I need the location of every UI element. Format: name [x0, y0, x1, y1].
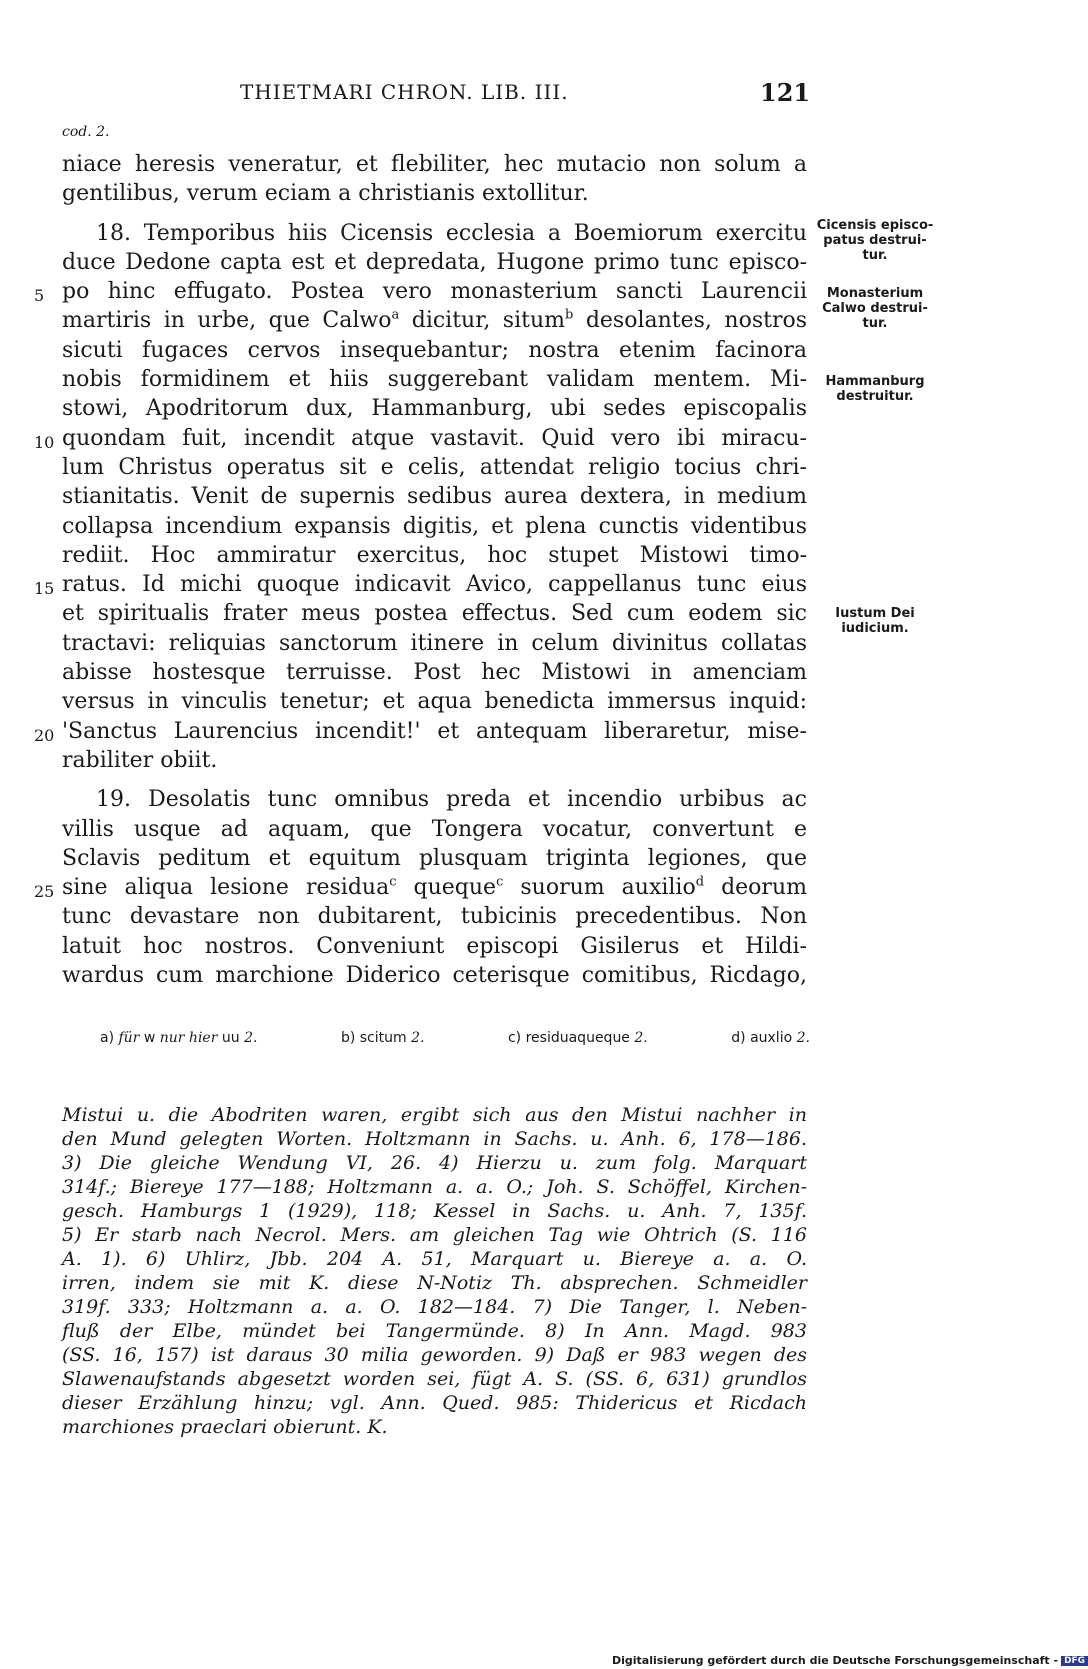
text-line: 18. Temporibus hiis Cicensis ecclesia a Boemiorum exercitu — [96, 220, 807, 246]
margin-note-line: destruitur. — [836, 389, 914, 404]
text-line: collapsa incendium expansis digitis, et plena cunctis videntibus — [62, 513, 807, 539]
margin-note-line: Cicensis episco- — [816, 218, 934, 233]
footnote-italic: 2. — [796, 1030, 810, 1046]
line-number: 20 — [34, 725, 55, 745]
text-line: duce Dedone capta est et depredata, Hugone primo tunc episco- — [62, 249, 807, 275]
text-line: 19. Desolatis tunc omnibus preda et incendio urbibus ac — [96, 787, 807, 813]
line-number: 10 — [34, 432, 55, 452]
text-line: sicuti fugaces cervos insequebantur; nostra etenim facinora — [62, 337, 807, 363]
text-line: rabiliter obiit. — [62, 747, 218, 773]
footnote-b — [341, 1030, 425, 1046]
text-line: stowi, Apodritorum dux, Hammanburg, ubi sedes episcopalis — [62, 396, 807, 422]
margin-note-line: Monasterium — [826, 286, 924, 301]
margin-note-line: tur. — [862, 316, 888, 331]
digitization-credit — [612, 1654, 1088, 1667]
text-fragment: deorum — [704, 875, 807, 901]
page-number: 121 — [760, 78, 811, 107]
text-line: tunc devastare non dubitarent, tubicinis precedentibus. Non — [62, 904, 807, 930]
text-line — [34, 717, 807, 746]
margin-note-hammanburg — [808, 374, 942, 404]
footnote-marker-c: c — [389, 874, 397, 890]
commentary-line: marchiones praeclari obierunt. K. — [62, 1416, 388, 1438]
footnote-label: a) — [100, 1030, 119, 1046]
text-line: rediit. Hoc ammiratur exercitus, hoc stupet Mistowi timo- — [62, 542, 807, 568]
text-line — [34, 873, 807, 902]
text-fragment: sine aliqua lesione residua — [62, 875, 390, 901]
commentary-line: 3) Die gleiche Wendung VI, 26. 4) Hierzu u. zum folg. Marquart — [62, 1152, 807, 1174]
margin-note-cicensis — [808, 218, 942, 263]
text-line: Sclavis peditum et equitum plusquam triginta legiones, que — [62, 845, 807, 871]
text-line-content: po hinc effugato. Postea vero monasterium sancti Laurencii — [62, 279, 807, 305]
textual-footnotes — [100, 1030, 810, 1046]
margin-note-line: Iustum Dei — [835, 606, 915, 621]
footnote-text: d) auxlio — [731, 1030, 797, 1046]
commentary-notes — [62, 1103, 807, 1439]
text-line — [34, 277, 807, 306]
text-fragment: queque — [396, 875, 497, 901]
commentary-line: gesch. Hamburgs 1 (1929), 118; Kessel in Sachs. u. Anh. 7, 135f. — [62, 1200, 807, 1222]
text-line: niace heresis veneratur, et flebiliter, hec mutacio non solum a — [62, 152, 807, 177]
text-line: stianitatis. Venit de supernis sedibus aurea dextera, in medium — [62, 484, 807, 510]
footnote-italic: 2. — [634, 1030, 648, 1046]
footnote-text: w — [139, 1030, 160, 1046]
footnote-a — [100, 1030, 257, 1046]
commentary-line: fluß der Elbe, mündet bei Tangermünde. 8) In Ann. Magd. 983 — [62, 1320, 807, 1342]
main-text — [34, 150, 807, 990]
running-title: THIETMARI CHRON. LIB. III. — [240, 80, 569, 104]
credit-text: Digitalisierung gefördert durch die Deutsche Forschungsgemeinschaft - — [612, 1654, 1059, 1667]
text-line: villis usque ad aquam, que Tongera vocatur, convertunt e — [62, 816, 807, 842]
text-line: lum Christus operatus sit e celis, attendat religio tocius chri- — [62, 454, 807, 480]
commentary-line: irren, indem sie mit K. diese N-Notiz Th. absprechen. Schmeidler — [62, 1272, 807, 1294]
footnote-text: c) residuaqueque — [507, 1030, 635, 1046]
line-number: 5 — [34, 286, 45, 306]
margin-note-line: Hammanburg — [825, 374, 925, 389]
footnote-d — [731, 1030, 810, 1046]
footnote-italic: 2. — [244, 1030, 258, 1046]
footnote-text: uu — [217, 1030, 245, 1046]
text-line — [34, 570, 807, 599]
margin-note-line: tur. — [862, 248, 888, 263]
commentary-line: 319f. 333; Holtzmann a. a. O. 182—184. 7) Die Tanger, l. Neben- — [62, 1296, 807, 1318]
text-line: latuit hoc nostros. Conveniunt episcopi Gisilerus et Hildi- — [62, 933, 807, 959]
commentary-line: (SS. 16, 157) ist daraus 30 milia geworden. 9) Daß er 983 wegen des — [62, 1344, 807, 1366]
text-line-content: ratus. Id michi quoque indicavit Avico, cappellanus tunc eius — [62, 572, 807, 598]
text-line: nobis formidinem et hiis suggerebant validam mentem. Mi- — [62, 367, 807, 393]
margin-note-line: iudicium. — [841, 621, 909, 636]
commentary-line: Slawenaufstands abgesetzt worden sei, fügt A. S. (SS. 6, 631) grundlos — [62, 1368, 807, 1390]
text-line-content: quondam fuit, incendit atque vastavit. Quid vero ibi miracu- — [62, 425, 807, 451]
margin-note-line: patus destrui- — [823, 233, 927, 248]
footnote-marker-b: b — [565, 308, 574, 324]
text-fragment: dicitur, situm — [399, 308, 565, 334]
text-line — [34, 424, 807, 453]
commentary-line: 314f.; Biereye 177—188; Holtzmann a. a. O.; Joh. S. Schöffel, Kirchen- — [62, 1176, 807, 1198]
margin-note-iustum — [808, 606, 942, 636]
line-number: 15 — [34, 579, 55, 599]
dfg-logo: DFG — [1061, 1656, 1088, 1666]
margin-note-calwo — [808, 286, 942, 331]
paragraph-continuation — [62, 150, 807, 209]
footnote-italic: für — [118, 1030, 140, 1046]
codex-label: cod. 2. — [62, 124, 110, 140]
footnote-marker-d: d — [695, 874, 705, 890]
commentary-line: Mistui u. die Abodriten waren, ergibt sich aus den Mistui nachher in — [62, 1104, 807, 1126]
text-line-content: 'Sanctus Laurencius incendit!' et antequam liberaretur, mise- — [62, 718, 807, 744]
text-line: et spiritualis frater meus postea effectus. Sed cum eodem sic — [62, 601, 807, 627]
footnote-italic: 2. — [411, 1030, 425, 1046]
footnote-marker-c: c — [496, 874, 504, 890]
commentary-line: A. 1). 6) Uhlirz, Jbb. 204 A. 51, Marquart u. Biereye a. a. O. — [62, 1248, 807, 1270]
footnote-c — [508, 1030, 648, 1046]
text-line: wardus cum marchione Diderico ceterisque comitibus, Ricdago, — [62, 963, 807, 989]
footnote-marker-a: a — [391, 308, 400, 324]
text-fragment: desolantes, nostros — [573, 308, 807, 334]
text-line: gentilibus, verum eciam a christianis extollitur. — [62, 181, 589, 207]
footnote-text: b) scitum — [340, 1030, 412, 1046]
commentary-line: 5) Er starb nach Necrol. Mers. am gleichen Tag wie Ohtrich (S. 116 — [62, 1224, 807, 1246]
commentary-line: dieser Erzählung hinzu; vgl. Ann. Qued. 985: Thidericus et Ricdach — [62, 1392, 807, 1414]
text-line: abisse hostesque terruisse. Post hec Mistowi in amenciam — [62, 660, 807, 686]
footnote-italic: nur hier — [159, 1030, 218, 1046]
text-line — [62, 306, 807, 335]
paragraph-18 — [34, 219, 807, 776]
commentary-line: den Mund gelegten Worten. Holtzmann in Sachs. u. Anh. 6, 178—186. — [62, 1128, 807, 1150]
line-number: 25 — [34, 882, 55, 902]
text-line: tractavi: reliquias sanctorum itinere in celum divinitus collatas — [62, 630, 807, 656]
text-line: versus in vinculis tenetur; et aqua benedicta immersus inquid: — [62, 689, 807, 715]
paragraph-19 — [34, 785, 807, 990]
text-fragment: suorum auxilio — [503, 875, 696, 901]
text-fragment: martiris in urbe, que Calwo — [62, 308, 392, 334]
margin-note-line: Calwo destrui- — [822, 301, 928, 316]
